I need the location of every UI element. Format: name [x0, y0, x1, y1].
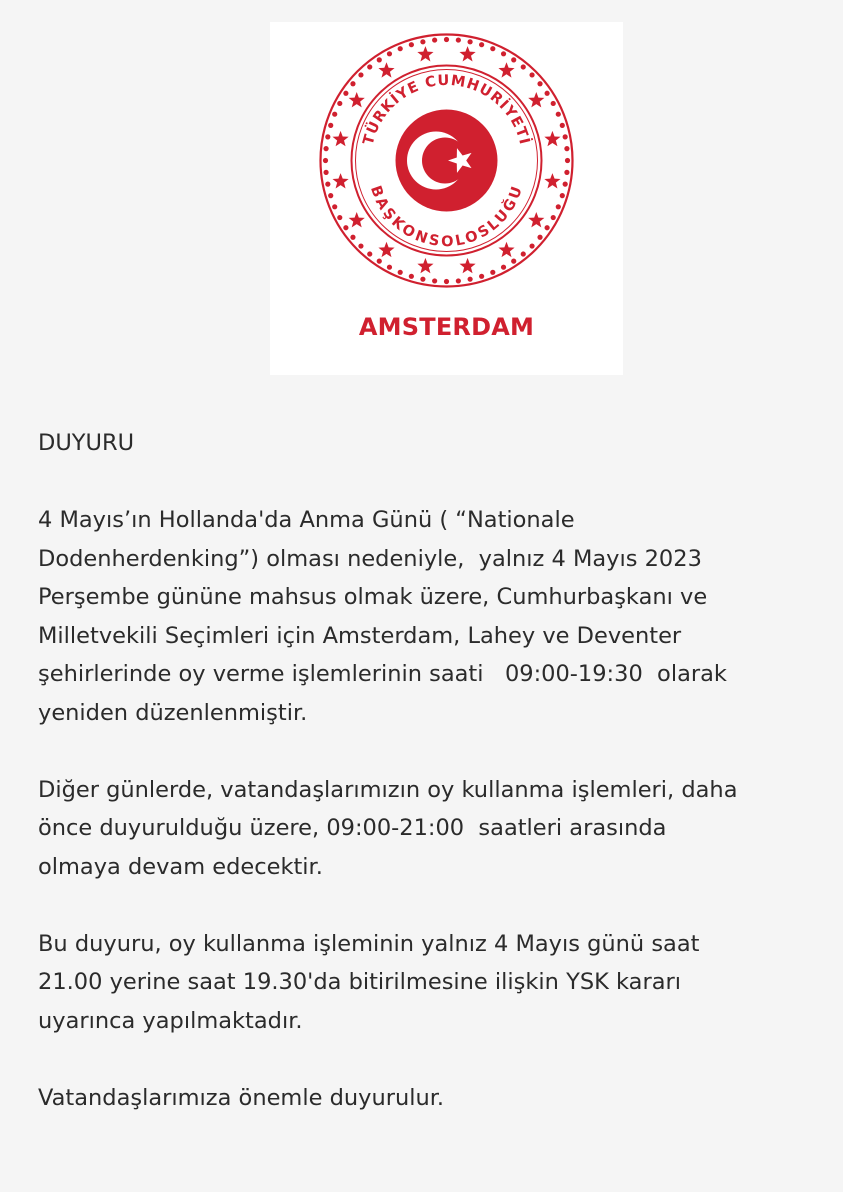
bead: [565, 158, 570, 163]
star-icon: [417, 46, 433, 61]
star-icon: [528, 212, 544, 227]
bead: [343, 225, 348, 230]
bead: [332, 204, 337, 209]
bead: [501, 265, 506, 270]
bead: [367, 251, 372, 256]
notice-paragraph: [38, 771, 818, 887]
star-icon: [332, 173, 348, 188]
bead: [323, 158, 328, 163]
bead: [490, 270, 495, 275]
bead: [511, 259, 516, 264]
bead: [537, 81, 542, 86]
star-icon: [332, 131, 348, 146]
bead: [456, 37, 461, 42]
bead: [560, 123, 565, 128]
notice-line: önce duyurulduğu üzere, 09:00-21:00 saatleri arasında: [38, 815, 667, 841]
seal-bottom-text: BAŞKONSOLOSLUĞU: [366, 183, 527, 251]
bead: [556, 204, 561, 209]
bead: [367, 64, 372, 69]
bead: [377, 259, 382, 264]
notice-line: Vatandaşlarımıza önemle duyurulur.: [38, 1084, 445, 1111]
bead: [511, 57, 516, 62]
seal-top-text: TÜRKİYE CUMHURİYETİ: [360, 72, 533, 147]
star-icon: [349, 212, 365, 227]
bead: [501, 51, 506, 56]
bead: [556, 112, 561, 117]
bead: [560, 193, 565, 198]
bead: [350, 235, 355, 240]
bead: [358, 243, 363, 248]
bead: [409, 42, 414, 47]
bead: [337, 215, 342, 220]
bead: [332, 112, 337, 117]
star-icon: [459, 46, 475, 61]
bead: [323, 170, 328, 175]
bead: [420, 39, 425, 44]
bead: [323, 146, 328, 151]
notice-paragraph: [38, 925, 818, 1041]
notice-line: Perşembe gününe mahsus olmak üzere, Cumhurbaşkanı ve: [38, 584, 708, 610]
bead: [325, 182, 330, 187]
star-icon: [378, 242, 394, 257]
notice-paragraph: [38, 1079, 818, 1118]
star-icon: [349, 92, 365, 107]
bead: [420, 277, 425, 282]
star-icon: [498, 242, 514, 257]
star-icon: [417, 258, 433, 273]
bead: [563, 134, 568, 139]
notice-line: Bu duyuru, oy kullanma işleminin yalnız 4 Mayıs günü saat: [38, 930, 700, 957]
bead: [468, 39, 473, 44]
bead: [551, 101, 556, 106]
bead: [387, 265, 392, 270]
notice-body: [38, 424, 818, 1156]
bead: [377, 57, 382, 62]
notice-line: Dodenherdenking”) olması nedeniyle, yalnız 4 Mayıs 2023: [38, 545, 702, 572]
notice-paragraphs: [38, 501, 818, 1117]
bead: [432, 278, 437, 283]
bead: [328, 123, 333, 128]
bead: [343, 91, 348, 96]
crescent-and-star-icon: [396, 110, 498, 212]
notice-line: şehirlerinde oy verme işlemlerinin saati 09:00-19:30 olarak: [38, 661, 727, 687]
bead: [564, 170, 569, 175]
bead: [398, 270, 403, 275]
bead: [521, 251, 526, 256]
notice-paragraph: [38, 501, 818, 732]
bead: [337, 101, 342, 106]
star-icon: [544, 131, 560, 146]
notice-line: yeniden düzenlenmiştir.: [38, 699, 308, 726]
star-icon: [528, 92, 544, 107]
consulate-logo: [270, 22, 623, 375]
bead: [545, 225, 550, 230]
bead: [468, 277, 473, 282]
bead: [350, 81, 355, 86]
bead: [490, 46, 495, 51]
bead: [545, 91, 550, 96]
bead: [479, 274, 484, 279]
notice-title: DUYURU: [38, 430, 135, 456]
star-icon: [498, 62, 514, 77]
bead: [444, 37, 449, 42]
notice-line: uyarınca yapılmaktadır.: [38, 1007, 303, 1034]
notice-line: olmaya devam edecektir.: [38, 853, 323, 880]
star-icon: [378, 62, 394, 77]
bead: [387, 51, 392, 56]
bead: [358, 72, 363, 77]
bead: [328, 193, 333, 198]
bead: [409, 274, 414, 279]
consulate-seal-icon: [316, 30, 577, 291]
bead: [529, 72, 534, 77]
bead: [432, 37, 437, 42]
star-icon: [544, 173, 560, 188]
bead: [537, 235, 542, 240]
bead: [551, 215, 556, 220]
bead: [529, 243, 534, 248]
notice-line: Diğer günlerde, vatandaşlarımızın oy kullanma işlemleri, daha: [38, 776, 738, 803]
bead: [325, 134, 330, 139]
bead: [521, 64, 526, 69]
notice-line: Milletvekili Seçimleri için Amsterdam, Lahey ve Deventer: [38, 622, 682, 649]
city-name: AMSTERDAM: [358, 313, 535, 341]
bead: [444, 279, 449, 284]
bead: [398, 46, 403, 51]
bead: [479, 42, 484, 47]
notice-line: 21.00 yerine saat 19.30'da bitirilmesine ilişkin YSK kararı: [38, 969, 681, 995]
bead: [563, 182, 568, 187]
notice-line: 4 Mayıs’ın Hollanda'da Anma Günü ( “Nationale: [38, 507, 575, 533]
bead: [456, 278, 461, 283]
star-icon: [459, 258, 475, 273]
bead: [564, 146, 569, 151]
